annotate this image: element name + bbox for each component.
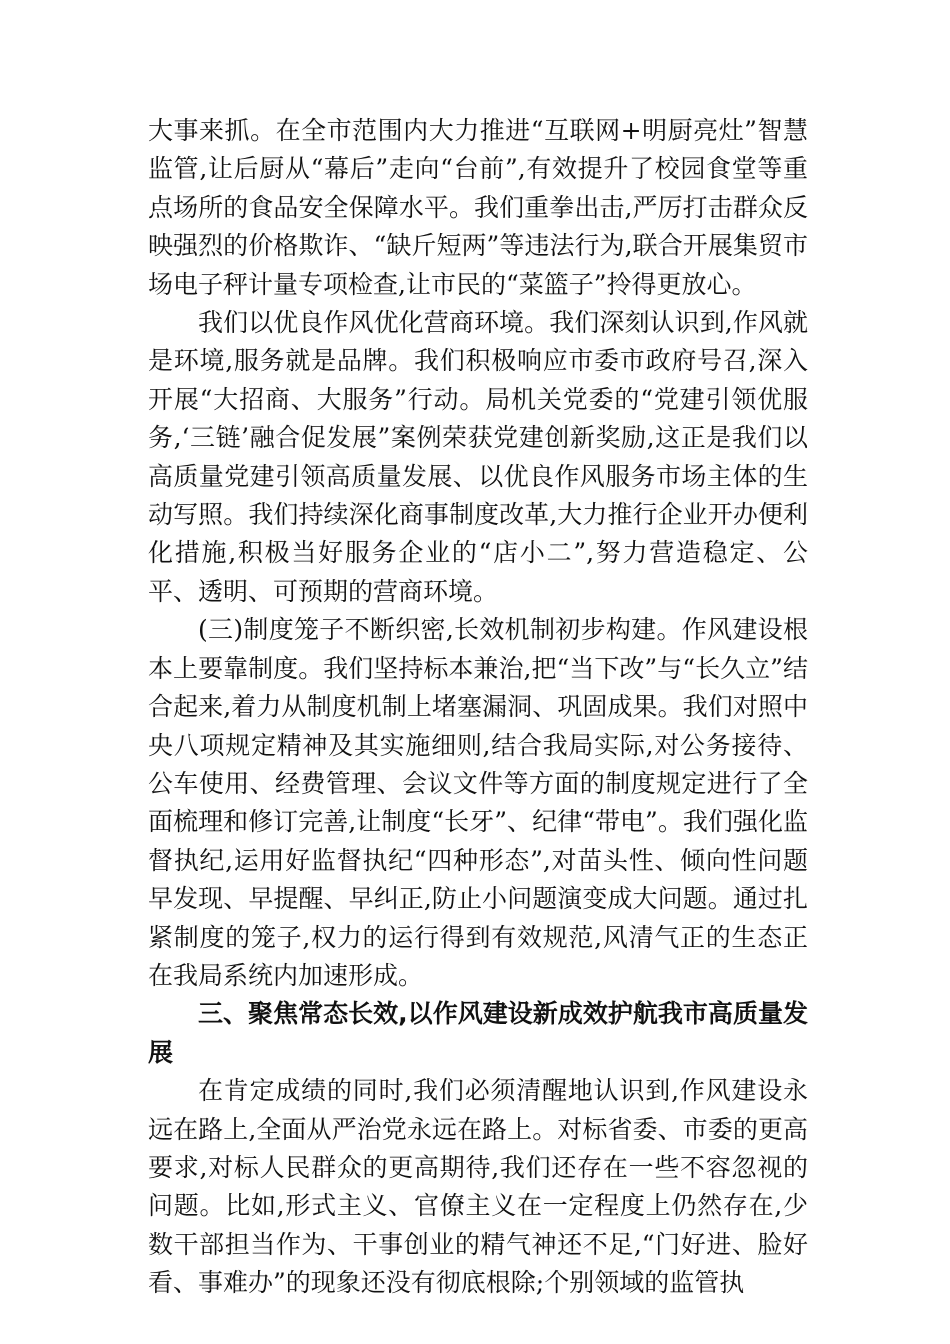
paragraph-problems: 在肯定成绩的同时,我们必须清醒地认识到,作风建设永远在路上,全面从严治党永远在路上。对标省委、市委的更高要求,对标人民群众的更高期待,我们还存在一些不容忽视的问题。比如,形式主义、官僚主义在一定程度上仍然存在,少数干部担当作为、干事创业的精气神还不足,“门好进、脸好看、事难办”的现象还没有彻底根除;个别领域的监管执: [148, 1076, 808, 1298]
paragraph-institutional-cage-text: 作风建设根本上要靠制度。我们坚持标本兼治,把“当下改”与“长久立”结合起来,着力从制度机制上堵塞漏洞、巩固成果。我们对照中央八项规定精神及其实施细则,结合我局实际,对公务接待、公车使用、经费管理、会议文件等方面的制度规定进行了全面梳理和修订完善,让制度“长牙”、纪律“带电”。我们强化监督执纪,运用好监督执纪“四种形态”,对苗头性、倾向性问题早发现、早提醒、早纠正,防止小问题演变成大问题。通过扎紧制度的笼子,权力的运行得到有效规范,风清气正的生态正在我局系统内加速形成。: [148, 615, 808, 990]
section-heading-three: 三、聚焦常态长效,以作风建设新成效护航我市高质量发展: [148, 999, 808, 1067]
subsection-heading-three: (三)制度笼子不断织密,长效机制初步构建。: [198, 615, 682, 645]
paragraph-business-environment: 我们以优良作风优化营商环境。我们深刻认识到,作风就是环境,服务就是品牌。我们积极响应市委市政府号召,深入开展“大招商、大服务”行动。局机关党委的“党建引领优服务,‘三链’融合促发展”案例荣获党建创新奖励,这正是我们以高质量党建引领高质量发展、以优良作风服务市场主体的生动写照。我们持续深化商事制度改革,大力推行企业开办便利化措施,积极当好服务企业的“店小二”,努力营造稳定、公平、透明、可预期的营商环境。: [148, 308, 808, 606]
document-body: [148, 112, 808, 1303]
paragraph-food-safety: 大事来抓。在全市范围内大力推进“互联网+明厨亮灶”智慧监管,让后厨从“幕后”走向“台前”,有效提升了校园食堂等重点场所的食品安全保障水平。我们重拳出击,严厉打击群众反映强烈的价格欺诈、“缺斤短两”等违法行为,联合开展集贸市场电子秤计量专项检查,让市民的“菜篮子”拎得更放心。: [148, 116, 808, 299]
paragraph-institutional-cage: [148, 611, 808, 995]
